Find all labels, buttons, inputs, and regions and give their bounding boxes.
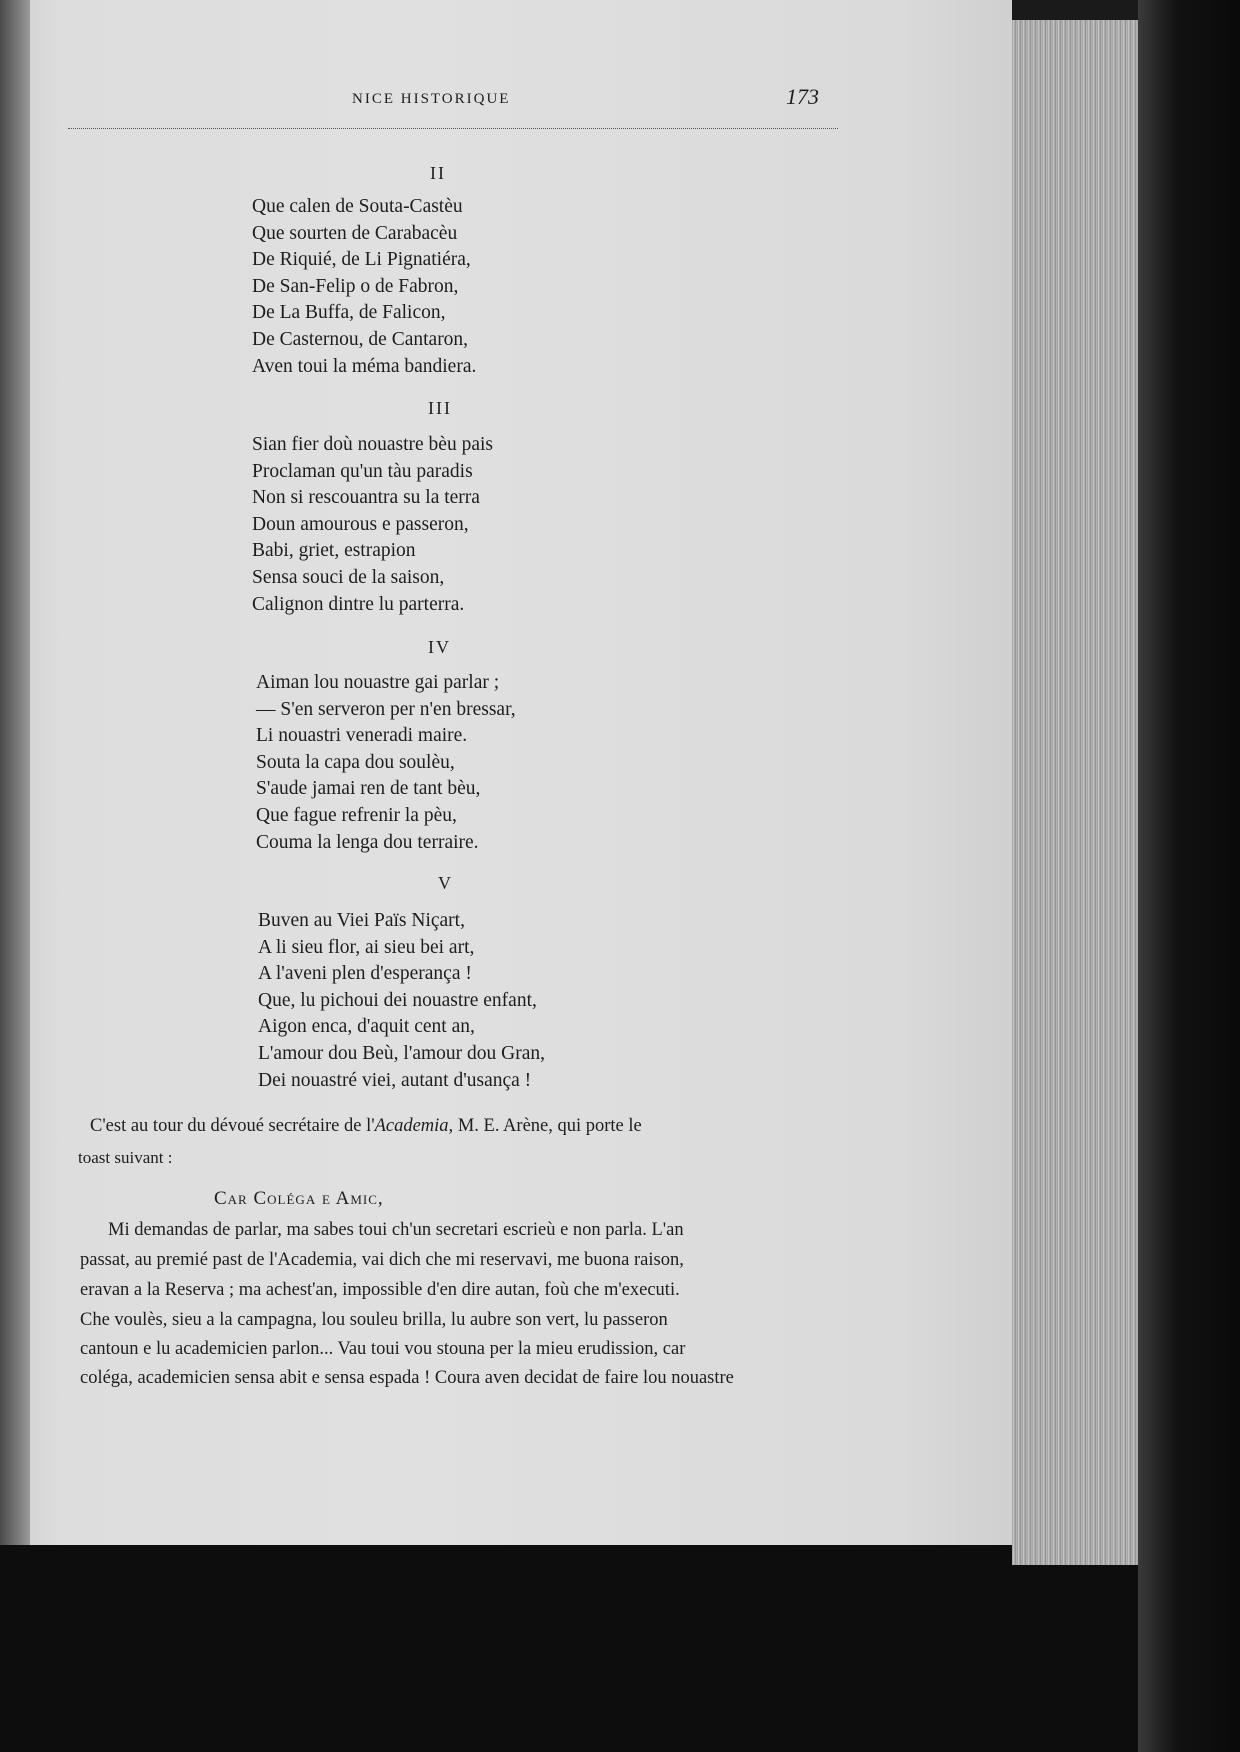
page-stack-top bbox=[1012, 0, 1142, 20]
intro-paragraph-continued: toast suivant : bbox=[78, 1148, 173, 1167]
stanza bbox=[252, 194, 476, 380]
page-stack-edge bbox=[1012, 0, 1140, 1565]
speech-line: Che voulès, sieu a la campagna, lou souleu brilla, lu aubre son vert, lu passeron bbox=[80, 1310, 668, 1330]
speech-line: cantoun e lu academicien parlon... Vau toui vou stouna per la mieu erudission, car bbox=[80, 1339, 686, 1359]
verse-line: Aiman lou nouastre gai parlar ; bbox=[256, 672, 500, 693]
stanza bbox=[252, 432, 493, 618]
verse-line: Li nouastri veneradi maire. bbox=[256, 725, 468, 747]
salutation bbox=[214, 1188, 384, 1210]
header-rule bbox=[68, 128, 838, 129]
verse-line: Sensa souci de la saison, bbox=[252, 566, 445, 588]
verse-line: Calignon dintre lu parterra. bbox=[252, 593, 465, 615]
verse-line: Souta la capa dou soulèu, bbox=[256, 751, 455, 773]
page-number: 173 bbox=[786, 84, 819, 109]
verse-line: Que fague refrenir la pèu, bbox=[256, 804, 457, 826]
verse-line: De Casternou, de Cantaron, bbox=[252, 328, 469, 350]
stanza-number: IV bbox=[428, 637, 451, 657]
intro-text: C'est au tour du dévoué secrétaire de l' bbox=[90, 1116, 375, 1136]
stanza-number: V bbox=[438, 873, 453, 893]
verse-line: De San-Felip o de Fabron, bbox=[252, 275, 459, 297]
verse-line: Que, lu pichoui dei nouastre enfant, bbox=[258, 989, 537, 1011]
verse-line: Sian fier doù nouastre bèu pais bbox=[252, 434, 493, 455]
speech-line: eravan a la Reserva ; ma achest'an, impossible d'en dire autan, foù che m'executi. bbox=[80, 1280, 680, 1300]
scan-background-right bbox=[1138, 0, 1240, 1752]
verse-line: — S'en serveron per n'en bressar, bbox=[256, 698, 516, 720]
salutation-text: Car Coléga e Amic, bbox=[214, 1188, 384, 1209]
verse-line: A li sieu flor, ai sieu bei art, bbox=[258, 936, 475, 958]
running-title: NICE HISTORIQUE bbox=[352, 91, 511, 107]
verse-line: Que sourten de Carabacèu bbox=[252, 222, 458, 244]
stanza-number: II bbox=[430, 163, 446, 183]
intro-text: M. E. Arène, qui porte le bbox=[453, 1116, 642, 1136]
speech-line: Mi demandas de parlar, ma sabes toui ch'un secretari escrieù e non parla. L'an bbox=[108, 1220, 684, 1240]
stanza bbox=[258, 908, 545, 1094]
verse-line: Doun amourous e passeron, bbox=[252, 513, 469, 535]
speech-line: passat, au premié past de l'Academia, vai dich che mi reservavi, me buona raison, bbox=[80, 1250, 684, 1270]
stanza-number: III bbox=[428, 398, 452, 418]
verse-line: Dei nouastré viei, autant d'usança ! bbox=[258, 1069, 532, 1091]
verse-line: Buven au Viei Païs Niçart, bbox=[258, 910, 465, 931]
verse-line: L'amour dou Beù, l'amour dou Gran, bbox=[258, 1042, 546, 1064]
scan-background-bottom bbox=[0, 1540, 1240, 1752]
verse-line: De Riquié, de Li Pignatiéra, bbox=[252, 249, 471, 271]
verse-line: Couma la lenga dou terraire. bbox=[256, 831, 479, 853]
verse-line: Que calen de Souta-Castèu bbox=[252, 196, 463, 217]
page-gutter-shadow bbox=[0, 0, 30, 1545]
academia-title: Academia, bbox=[374, 1116, 454, 1136]
intro-paragraph bbox=[90, 1116, 642, 1137]
stanza bbox=[256, 670, 516, 856]
verse-line: A l'aveni plen d'esperança ! bbox=[258, 963, 472, 985]
verse-line: De La Buffa, de Falicon, bbox=[252, 302, 446, 324]
verse-line: Proclaman qu'un tàu paradis bbox=[252, 460, 473, 482]
speech-line: coléga, academicien sensa abit e sensa espada ! Coura aven decidat de faire lou nouastre bbox=[80, 1368, 734, 1388]
verse-line: Babi, griet, estrapion bbox=[252, 540, 416, 562]
verse-line: Non si rescouantra su la terra bbox=[252, 487, 480, 509]
verse-line: S'aude jamai ren de tant bèu, bbox=[256, 778, 481, 800]
verse-line: Aigon enca, d'aquit cent an, bbox=[258, 1016, 475, 1038]
verse-line: Aven toui la méma bandiera. bbox=[252, 355, 477, 377]
